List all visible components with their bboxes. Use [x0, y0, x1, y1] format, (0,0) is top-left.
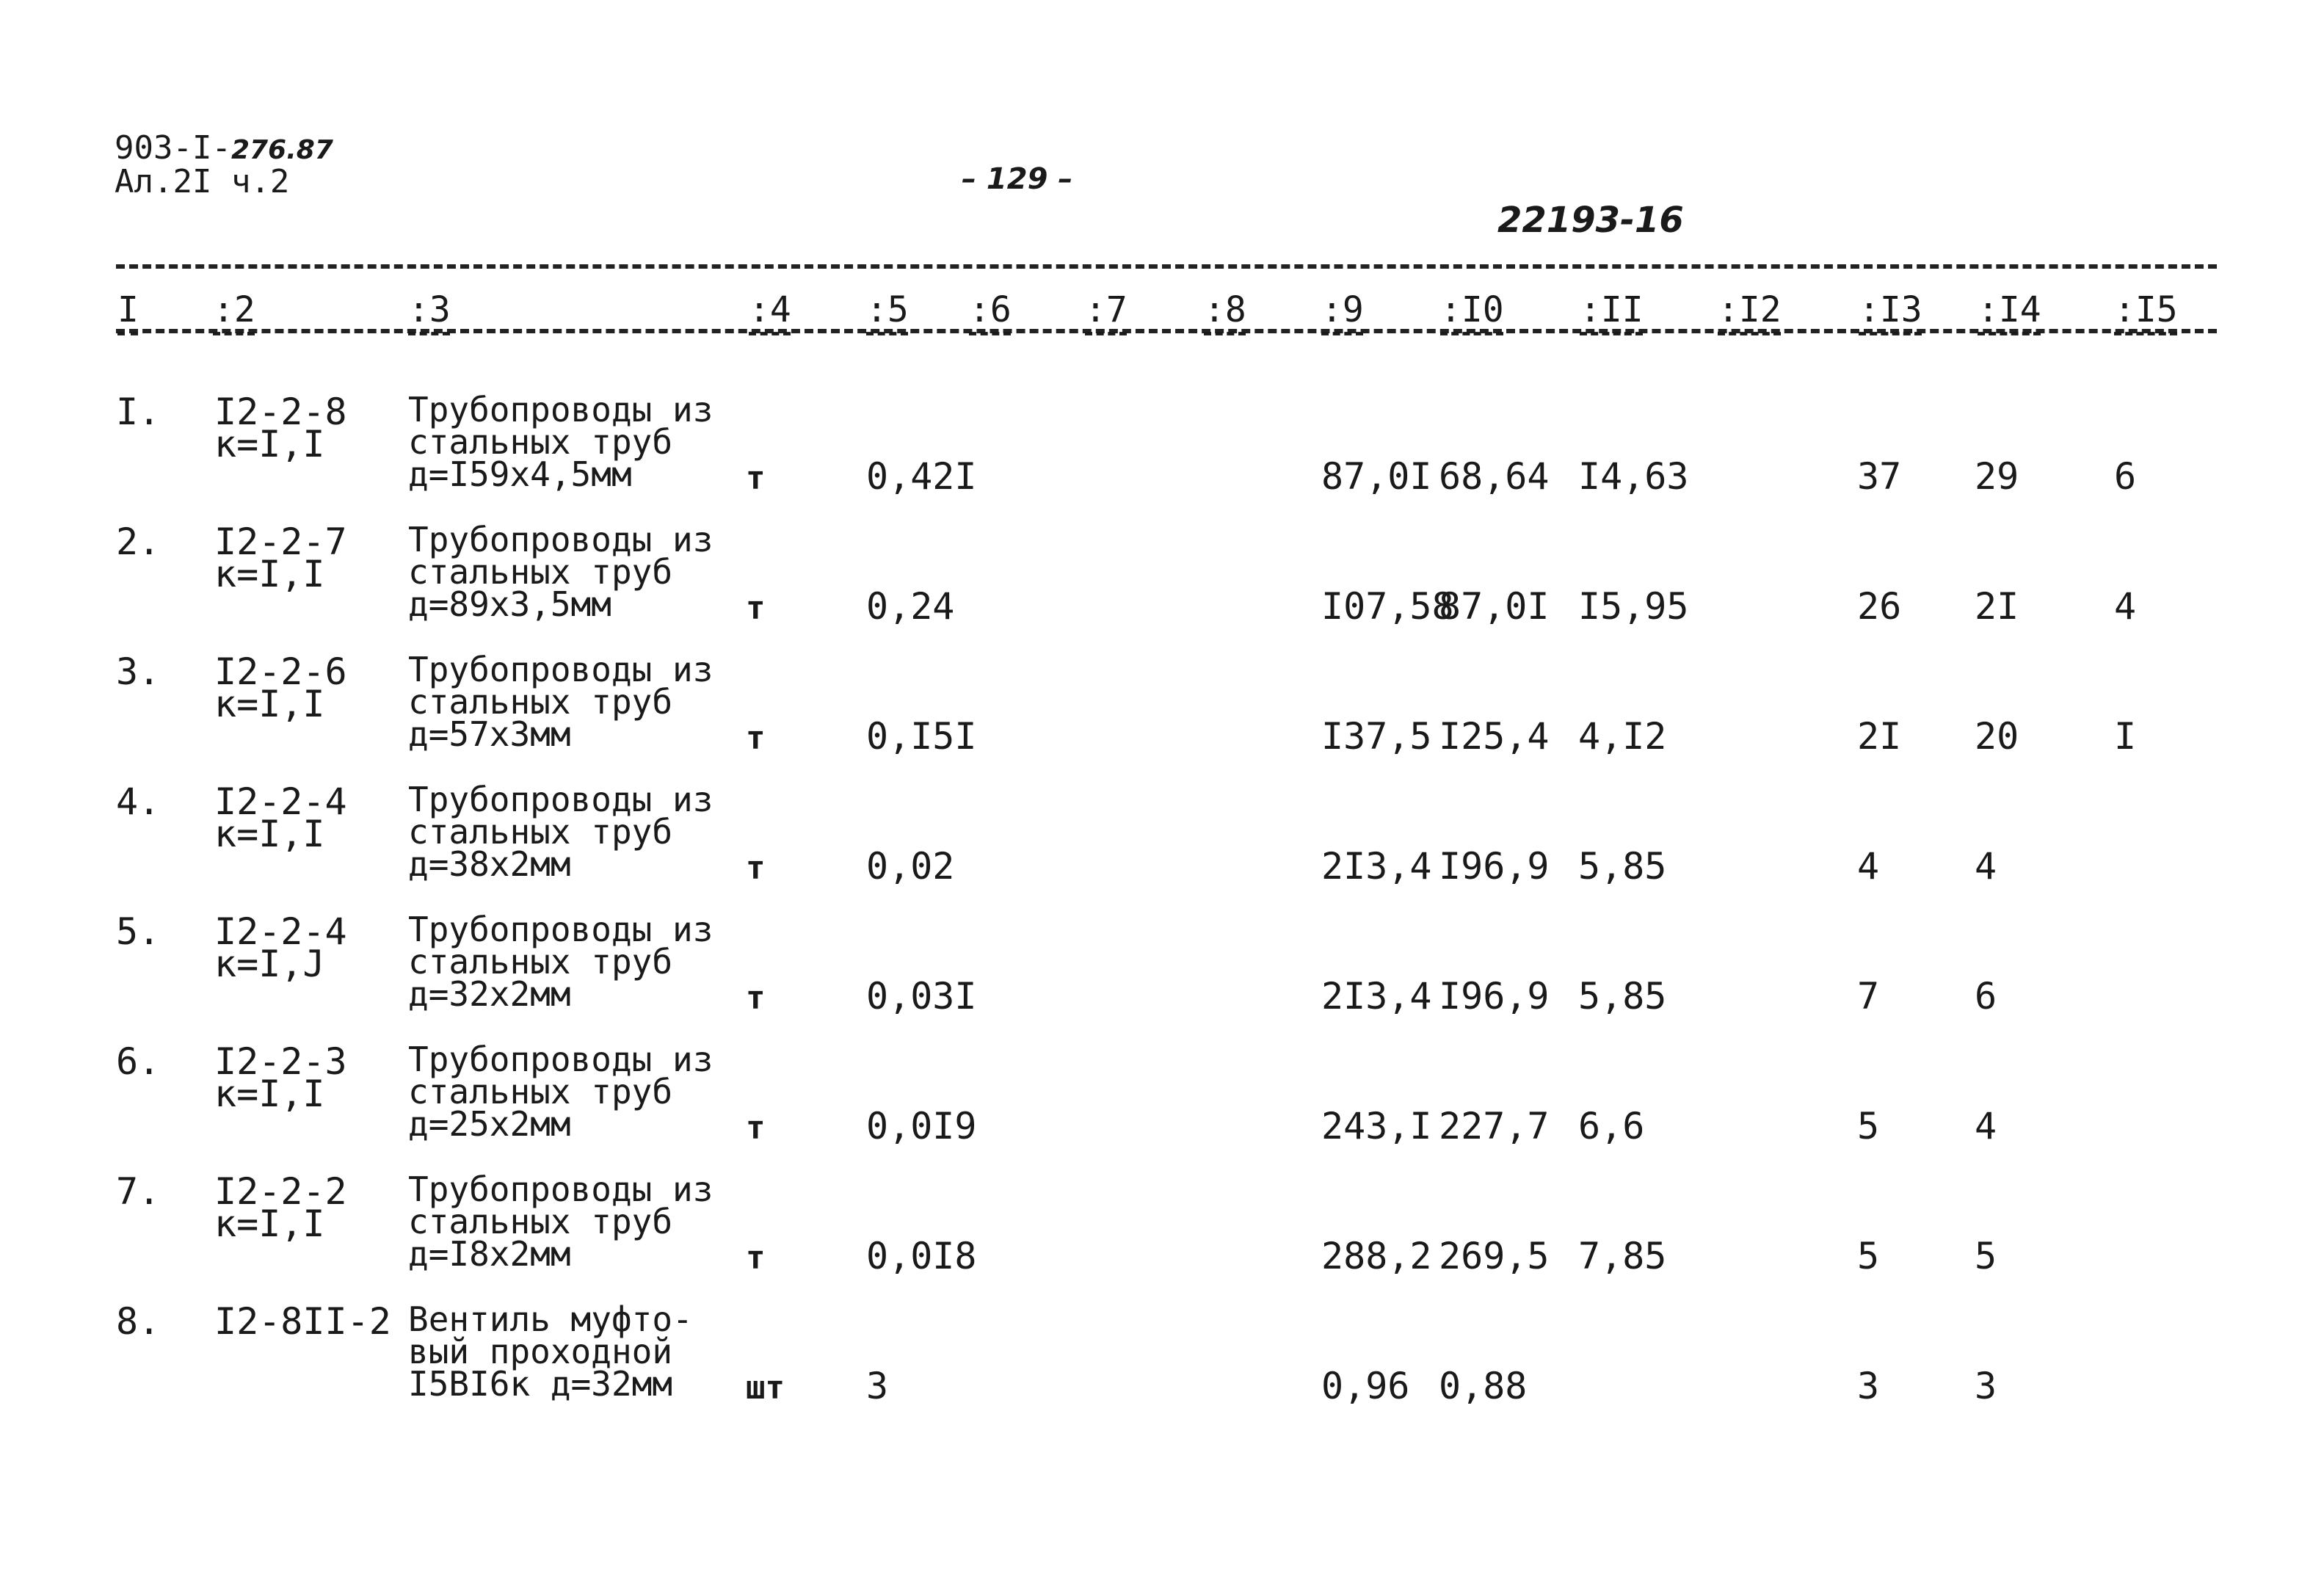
column-header-7: :7 [1085, 289, 1127, 330]
row-description-line3: д=38x2мм [408, 844, 571, 884]
row-number: 5. [116, 910, 161, 953]
row-unit: т [746, 460, 766, 497]
row-col5: 0,02 [866, 845, 955, 888]
row-coefficient: к=I,I [214, 553, 325, 595]
column-header-8: :8 [1204, 289, 1246, 330]
row-code: I2-2-3 [214, 1040, 347, 1083]
album-part-label: Ал.2I ч.2 [115, 163, 290, 200]
row-col14: 4 [1975, 1105, 1997, 1147]
row-description-line1: Трубопроводы из [408, 650, 713, 689]
row-col14: 3 [1975, 1365, 1997, 1407]
row-col9: 288,2 [1321, 1235, 1432, 1277]
stamp-number: 22193-16 [1497, 200, 1684, 241]
row-col5: 0,0I8 [866, 1235, 977, 1277]
row-col13: 2I [1857, 715, 1902, 758]
row-col10: 87,0I [1439, 585, 1550, 628]
row-number: 8. [116, 1300, 161, 1343]
document-code-handwritten: 276.87 [230, 135, 333, 165]
row-number: 6. [116, 1040, 161, 1083]
row-col5: 0,03I [866, 975, 977, 1018]
row-unit: т [746, 719, 766, 757]
row-coefficient: к=I,I [214, 1073, 325, 1115]
row-col11: 7,85 [1578, 1235, 1667, 1277]
row-number: 2. [116, 521, 161, 563]
row-col15: 6 [2114, 455, 2137, 498]
row-col9: 87,0I [1321, 455, 1432, 498]
row-code: I2-8II-2 [214, 1300, 391, 1343]
row-col15: I [2114, 715, 2137, 758]
row-col14: 4 [1975, 845, 1997, 888]
row-description-line2: стальных труб [408, 422, 673, 462]
row-unit: т [746, 590, 766, 627]
row-col9: 243,I [1321, 1105, 1432, 1147]
row-code: I2-2-6 [214, 650, 347, 693]
row-description-line2: стальных труб [408, 812, 673, 852]
row-description-line3: д=I59x4,5мм [408, 454, 632, 494]
row-description-line1: Трубопроводы из [408, 1040, 713, 1079]
row-description-line2: стальных труб [408, 682, 673, 722]
page-number: – 129 – [962, 162, 1073, 196]
row-description-line1: Трубопроводы из [408, 1169, 713, 1209]
row-number: 3. [116, 650, 161, 693]
row-code: I2-2-8 [214, 391, 347, 433]
row-description-line1: Трубопроводы из [408, 390, 713, 429]
row-unit: т [746, 1109, 766, 1147]
row-col11: I5,95 [1578, 585, 1689, 628]
row-unit: т [746, 979, 766, 1017]
row-description-line1: Вентиль муфто- [408, 1299, 693, 1339]
column-header-13: :I3 [1859, 289, 1922, 330]
row-col9: I37,5 [1321, 715, 1432, 758]
row-col14: 29 [1975, 455, 2019, 498]
row-col5: 0,0I9 [866, 1105, 977, 1147]
row-description-line2: вый проходной [408, 1332, 673, 1371]
row-description-line2: стальных труб [408, 552, 673, 592]
row-code: I2-2-4 [214, 780, 347, 823]
column-header-4: :4 [749, 289, 791, 330]
row-description-line2: стальных труб [408, 1202, 673, 1241]
column-header-2: :2 [213, 289, 255, 330]
row-col5: 0,24 [866, 585, 955, 628]
row-col10: I25,4 [1439, 715, 1550, 758]
row-description-line3: д=57x3мм [408, 714, 571, 754]
row-unit: т [746, 1239, 766, 1277]
row-number: 4. [116, 780, 161, 823]
row-unit: т [746, 849, 766, 887]
row-description-line1: Трубопроводы из [408, 910, 713, 949]
column-header-3: :3 [408, 289, 451, 330]
column-header-6: :6 [969, 289, 1012, 330]
row-col13: 7 [1857, 975, 1880, 1018]
row-col15: 4 [2114, 585, 2137, 628]
column-header-12: :I2 [1718, 289, 1782, 330]
row-col13: 5 [1857, 1235, 1880, 1277]
row-description-line2: стальных труб [408, 1072, 673, 1111]
row-col14: 5 [1975, 1235, 1997, 1277]
row-description-line3: д=25x2мм [408, 1104, 571, 1144]
row-description-line3: д=I8x2мм [408, 1234, 571, 1274]
row-description-line3: д=89x3,5мм [408, 584, 611, 624]
row-col14: 20 [1975, 715, 2019, 758]
row-col13: 5 [1857, 1105, 1880, 1147]
row-col5: 0,42I [866, 455, 977, 498]
row-description-line1: Трубопроводы из [408, 520, 713, 559]
row-coefficient: к=I,I [214, 813, 325, 855]
row-coefficient: к=I,I [214, 1203, 325, 1245]
column-header-9: :9 [1321, 289, 1364, 330]
row-col11: 5,85 [1578, 845, 1667, 888]
row-description-line2: стальных труб [408, 942, 673, 982]
row-number: 7. [116, 1170, 161, 1213]
row-col10: 227,7 [1439, 1105, 1550, 1147]
row-code: I2-2-2 [214, 1170, 347, 1213]
document-code-printed: 903-I- [115, 129, 231, 167]
row-col5: 3 [866, 1365, 889, 1407]
column-header-5: :5 [866, 289, 909, 330]
row-coefficient: к=I,I [214, 423, 325, 465]
document-code [115, 129, 333, 167]
column-header-14: :I4 [1978, 289, 2041, 330]
row-col10: 269,5 [1439, 1235, 1550, 1277]
row-col11: I4,63 [1578, 455, 1689, 498]
row-col10: 0,88 [1439, 1365, 1528, 1407]
row-col11: 6,6 [1578, 1105, 1645, 1147]
row-description-line1: Трубопроводы из [408, 780, 713, 819]
row-coefficient: к=I,I [214, 683, 325, 725]
row-col10: I96,9 [1439, 845, 1550, 888]
row-description-line3: I5BI6к д=32мм [408, 1364, 673, 1404]
row-code: I2-2-7 [214, 521, 347, 563]
row-description-line3: д=32x2мм [408, 974, 571, 1014]
row-col14: 6 [1975, 975, 1997, 1018]
row-col9: 0,96 [1321, 1365, 1410, 1407]
row-col13: 37 [1857, 455, 1902, 498]
row-col11: 5,85 [1578, 975, 1667, 1018]
row-col10: 68,64 [1439, 455, 1550, 498]
row-col5: 0,I5I [866, 715, 977, 758]
row-unit: шт [746, 1369, 785, 1407]
column-header-1: I [117, 289, 139, 330]
row-col13: 26 [1857, 585, 1902, 628]
row-number: I. [116, 391, 161, 433]
row-code: I2-2-4 [214, 910, 347, 953]
column-header-15: :I5 [2114, 289, 2178, 330]
column-header-11: :II [1580, 289, 1644, 330]
table-top-rule [116, 264, 2217, 269]
row-coefficient: к=I,J [214, 943, 325, 985]
row-col9: 2I3,4 [1321, 975, 1432, 1018]
row-col14: 2I [1975, 585, 2019, 628]
row-col13: 4 [1857, 845, 1880, 888]
row-col11: 4,I2 [1578, 715, 1667, 758]
row-col9: I07,58 [1321, 585, 1454, 628]
row-col13: 3 [1857, 1365, 1880, 1407]
column-header-10: :I0 [1440, 289, 1504, 330]
row-col10: I96,9 [1439, 975, 1550, 1018]
row-col9: 2I3,4 [1321, 845, 1432, 888]
